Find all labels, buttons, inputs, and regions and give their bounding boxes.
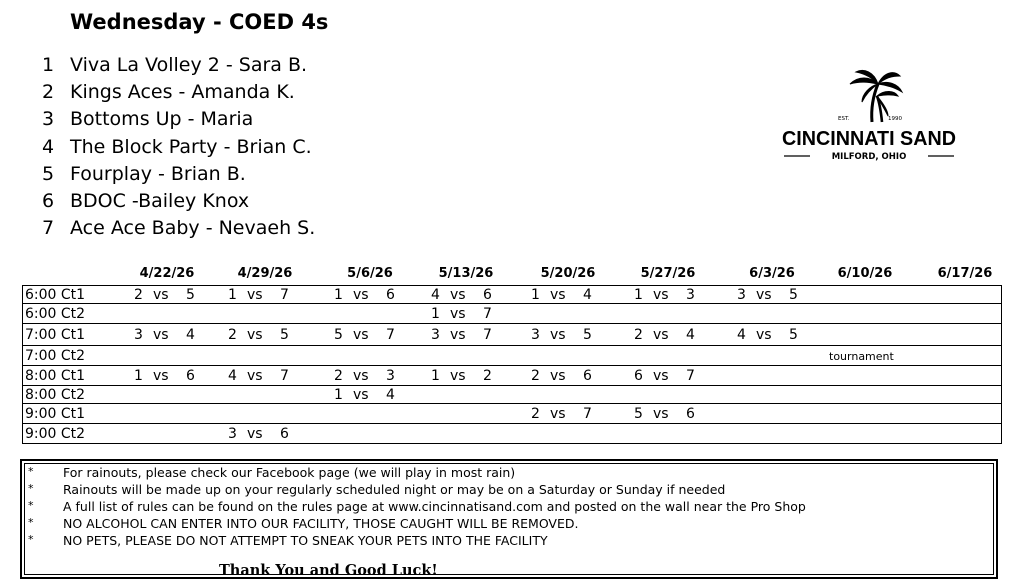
schedule-row <box>23 385 1001 403</box>
vs-label: vs <box>450 287 466 303</box>
vs-label: vs <box>653 368 669 384</box>
team-a: 6 <box>634 368 643 384</box>
date-header-cell: 6/17/26 <box>937 266 993 281</box>
team-a: 4 <box>228 368 237 384</box>
team-b: 6 <box>386 287 395 303</box>
date-header-cell: 5/20/26 <box>540 266 596 281</box>
team-a: 2 <box>134 287 143 303</box>
logo-location: MILFORD, OHIO <box>831 152 907 162</box>
team-b: 7 <box>686 368 695 384</box>
vs-label: vs <box>450 368 466 384</box>
team-number: 3 <box>42 108 55 131</box>
team-a: 1 <box>531 287 540 303</box>
team-a: 3 <box>134 327 143 343</box>
time-slot: 8:00 Ct2 <box>25 387 86 403</box>
team-a: 1 <box>634 287 643 303</box>
team-item <box>42 188 315 215</box>
team-b: 3 <box>686 287 695 303</box>
team-a: 1 <box>134 368 143 384</box>
team-name: Bottoms Up - Maria <box>70 108 254 131</box>
team-a: 3 <box>228 426 237 442</box>
team-name: Ace Ace Baby - Nevaeh S. <box>70 217 316 240</box>
time-slot: 9:00 Ct2 <box>25 426 86 442</box>
vs-label: vs <box>153 287 169 303</box>
team-number: 2 <box>42 81 55 104</box>
note-text: Rainouts will be made up on your regularly scheduled night or may be on a Saturday or Sunday if needed <box>63 482 726 497</box>
team-a: 5 <box>334 327 343 343</box>
team-number: 7 <box>42 217 55 240</box>
vs-label: vs <box>247 327 263 343</box>
schedule-row <box>23 423 1001 443</box>
time-slot: 7:00 Ct1 <box>25 327 86 343</box>
logo-est: EST. <box>838 116 850 122</box>
date-header-cell: 6/10/26 <box>837 266 893 281</box>
team-b: 4 <box>386 387 395 403</box>
team-b: 5 <box>186 287 195 303</box>
team-b: 3 <box>386 368 395 384</box>
vs-label: vs <box>450 306 466 322</box>
team-b: 7 <box>483 306 492 322</box>
team-a: 2 <box>634 327 643 343</box>
team-name: Fourplay - Brian B. <box>70 162 246 185</box>
vs-label: vs <box>550 327 566 343</box>
team-item <box>42 215 315 242</box>
date-header-cell: 4/22/26 <box>139 266 195 281</box>
team-b: 7 <box>483 327 492 343</box>
team-number: 1 <box>42 54 55 76</box>
team-b: 5 <box>789 287 798 303</box>
schedule-row <box>23 403 1001 423</box>
team-name: Viva La Volley 2 - Sara B. <box>70 54 308 76</box>
tournament-note: tournament <box>829 350 894 363</box>
team-a: 1 <box>334 287 343 303</box>
page-title: Wednesday - COED 4s <box>70 10 329 34</box>
vs-label: vs <box>247 287 263 303</box>
schedule-row <box>23 303 1001 323</box>
team-number: 6 <box>42 189 55 212</box>
note-text: For rainouts, please check our Facebook page (we will play in most rain) <box>63 465 516 480</box>
note-bullet: * <box>28 516 34 529</box>
team-b: 6 <box>280 426 289 442</box>
notes-inner <box>24 463 994 579</box>
team-b: 6 <box>583 368 592 384</box>
palm-trees-icon <box>850 71 902 123</box>
team-name: The Block Party - Brian C. <box>70 135 312 158</box>
vs-label: vs <box>756 287 772 303</box>
schedule-row <box>23 286 1001 303</box>
team-number: 5 <box>42 162 55 185</box>
team-a: 1 <box>334 387 343 403</box>
team-item <box>42 161 315 188</box>
date-header-cell: 5/27/26 <box>640 266 696 281</box>
team-a: 5 <box>634 406 643 422</box>
vs-label: vs <box>653 287 669 303</box>
vs-label: vs <box>550 368 566 384</box>
team-item <box>42 106 315 133</box>
vs-label: vs <box>353 287 369 303</box>
team-b: 7 <box>280 368 289 384</box>
team-list <box>42 52 315 242</box>
team-b: 5 <box>789 327 798 343</box>
time-slot: 6:00 Ct1 <box>25 287 86 303</box>
team-a: 4 <box>431 287 440 303</box>
vs-label: vs <box>353 387 369 403</box>
team-a: 4 <box>737 327 746 343</box>
cincinnati-sand-logo <box>780 66 958 166</box>
vs-label: vs <box>756 327 772 343</box>
time-slot: 7:00 Ct2 <box>25 348 86 364</box>
date-header-cell: 5/6/26 <box>347 266 393 281</box>
note-text: NO ALCOHOL CAN ENTER INTO OUR FACILITY, THOSE CAUGHT WILL BE REMOVED. <box>63 516 579 531</box>
time-slot: 8:00 Ct1 <box>25 368 86 384</box>
vs-label: vs <box>153 368 169 384</box>
team-a: 1 <box>431 368 440 384</box>
team-b: 7 <box>280 287 289 303</box>
schedule-row <box>23 345 1001 365</box>
team-name: BDOC -Bailey Knox <box>70 189 250 212</box>
team-number: 4 <box>42 135 55 158</box>
team-b: 5 <box>280 327 289 343</box>
note-text: A full list of rules can be found on the rules page at www.cincinnatisand.com and posted on the wall near the Pro Shop <box>63 499 806 514</box>
team-a: 3 <box>531 327 540 343</box>
time-slot: 6:00 Ct2 <box>25 306 86 322</box>
note-bullet: * <box>28 499 34 512</box>
team-b: 7 <box>386 327 395 343</box>
note-bullet: * <box>28 465 34 478</box>
team-b: 7 <box>583 406 592 422</box>
vs-label: vs <box>550 406 566 422</box>
date-header-cell: 5/13/26 <box>438 266 494 281</box>
vs-label: vs <box>550 287 566 303</box>
team-item <box>42 52 315 79</box>
schedule-row <box>23 323 1001 345</box>
date-header-cell: 4/29/26 <box>237 266 293 281</box>
team-b: 4 <box>686 327 695 343</box>
team-a: 3 <box>737 287 746 303</box>
team-b: 6 <box>186 368 195 384</box>
note-bullet: * <box>28 533 34 546</box>
thanks-message: Thank You and Good Luck! <box>219 562 438 579</box>
note-bullet: * <box>28 482 34 495</box>
vs-label: vs <box>653 406 669 422</box>
logo-year: 1990 <box>888 116 902 122</box>
team-item <box>42 134 315 161</box>
team-a: 2 <box>334 368 343 384</box>
team-b: 5 <box>583 327 592 343</box>
vs-label: vs <box>153 327 169 343</box>
vs-label: vs <box>353 368 369 384</box>
vs-label: vs <box>247 426 263 442</box>
vs-label: vs <box>247 368 263 384</box>
team-a: 1 <box>431 306 440 322</box>
logo-name: CINCINNATI SAND <box>782 128 956 150</box>
team-b: 6 <box>483 287 492 303</box>
team-b: 2 <box>483 368 492 384</box>
time-slot: 9:00 Ct1 <box>25 406 86 422</box>
vs-label: vs <box>653 327 669 343</box>
schedule-table <box>22 285 1002 444</box>
team-b: 6 <box>686 406 695 422</box>
team-a: 2 <box>531 368 540 384</box>
vs-label: vs <box>353 327 369 343</box>
team-a: 1 <box>228 287 237 303</box>
team-item <box>42 79 315 106</box>
team-a: 2 <box>228 327 237 343</box>
schedule-row <box>23 365 1001 385</box>
team-b: 4 <box>583 287 592 303</box>
team-a: 3 <box>431 327 440 343</box>
notes-box <box>20 459 998 579</box>
team-name: Kings Aces - Amanda K. <box>70 81 295 104</box>
note-text: NO PETS, PLEASE DO NOT ATTEMPT TO SNEAK YOUR PETS INTO THE FACILITY <box>63 533 548 548</box>
date-header-cell: 6/3/26 <box>749 266 795 281</box>
vs-label: vs <box>450 327 466 343</box>
team-b: 4 <box>186 327 195 343</box>
team-a: 2 <box>531 406 540 422</box>
